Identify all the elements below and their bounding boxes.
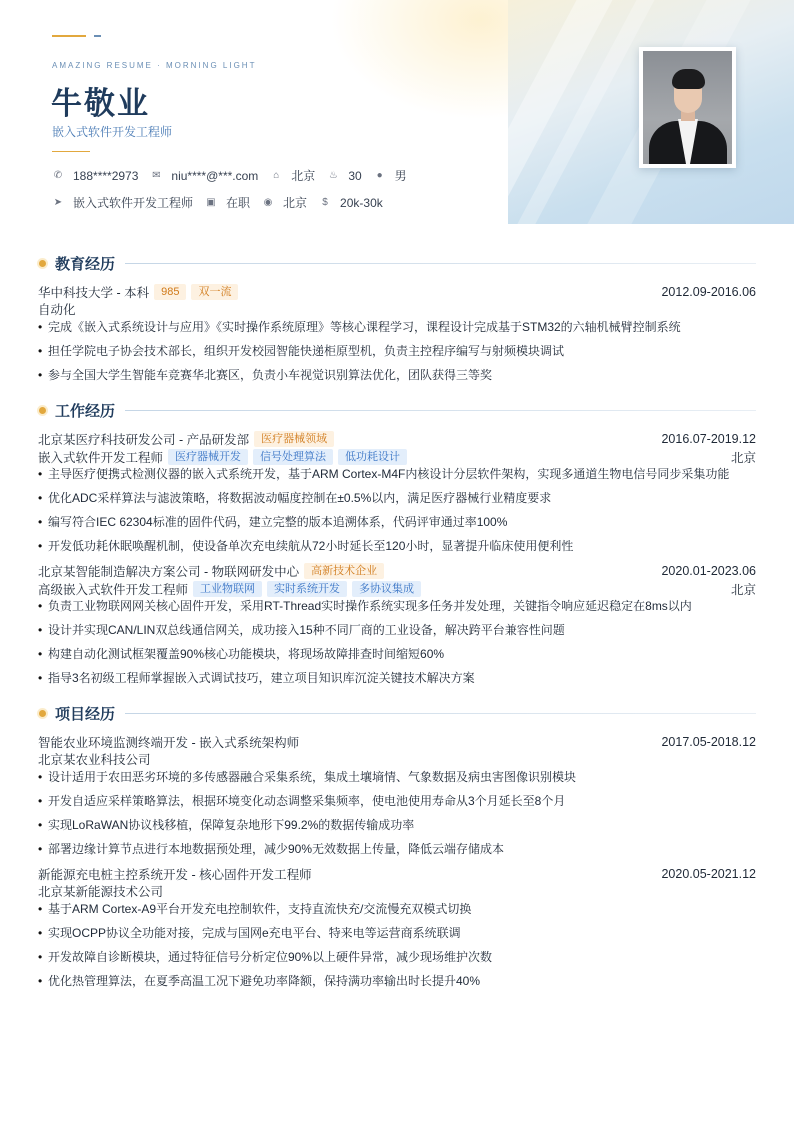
bullet-item: • 参与全国大学生智能车竞赛华北赛区，负责小车视觉识别算法优化，团队获得三等奖 bbox=[38, 367, 756, 384]
home-icon: ⌂ bbox=[273, 170, 280, 181]
cake-icon: ♨ bbox=[328, 170, 338, 181]
section-divider bbox=[125, 713, 756, 714]
project-entry-header bbox=[38, 733, 756, 751]
project-name: 智能农业环境监测终端开发 - 嵌入式系统架构师 bbox=[38, 736, 300, 750]
entry-date: 2020.05-2021.12 bbox=[661, 867, 756, 881]
info-item bbox=[319, 196, 383, 210]
contact-info-row bbox=[52, 167, 419, 184]
salary-icon: $ bbox=[322, 197, 328, 208]
education-entry-header bbox=[38, 283, 756, 301]
info-item bbox=[150, 169, 258, 183]
bullet-item: • 实现OCPP协议全功能对接，完成与国网e充电平台、特来电等运营商系统联调 bbox=[38, 925, 756, 942]
work-entry-header bbox=[38, 562, 756, 580]
bullet-item: • 主导医疗便携式检测仪器的嵌入式系统开发，基于ARM Cortex-M4F内核设计分层软件架构，实现多通道生物电信号同步采集功能 bbox=[38, 466, 756, 483]
section-header bbox=[38, 251, 756, 275]
send-icon: ➤ bbox=[53, 197, 63, 208]
bullet-list bbox=[38, 598, 756, 687]
company-name: 北京某智能制造解决方案公司 - 物联网研发中心 bbox=[38, 565, 300, 579]
entry-date: 2012.09-2016.06 bbox=[661, 285, 756, 299]
entry-left bbox=[38, 448, 407, 466]
info-text: 北京 bbox=[283, 196, 308, 210]
info-item bbox=[262, 194, 307, 211]
section-header bbox=[38, 701, 756, 725]
entry-left bbox=[38, 580, 421, 598]
decoration-line bbox=[52, 35, 86, 37]
bullet-item: • 开发低功耗休眠唤醒机制，使设备单次充电续航从72小时延长至120小时，显著提升临床使用便利性 bbox=[38, 538, 756, 555]
skill-tag: 工业物联网 bbox=[193, 581, 262, 597]
entry-left bbox=[38, 283, 238, 301]
info-item bbox=[374, 167, 407, 184]
entry-left bbox=[38, 430, 334, 448]
info-text: niu****@***.com bbox=[171, 168, 259, 183]
info-item bbox=[52, 194, 193, 211]
bullet-item: • 实现LoRaWAN协议栈移植，保障复杂地形下99.2%的数据传输成功率 bbox=[38, 817, 756, 834]
bullet-item: • 设计并实现CAN/LIN双总线通信网关，成功接入15种不同厂商的工业设备，解决跨平台兼容性问题 bbox=[38, 622, 756, 639]
work-section bbox=[38, 398, 756, 687]
bullet-list bbox=[38, 466, 756, 555]
gender-icon: ● bbox=[376, 170, 383, 181]
info-text: 男 bbox=[394, 169, 407, 183]
bullet-item: • 完成《嵌入式系统设计与应用》《实时操作系统原理》等核心课程学习，课程设计完成基于STM32的六轴机械臂控制系统 bbox=[38, 319, 756, 336]
role-row bbox=[38, 580, 756, 598]
section-title: 教育经历 bbox=[55, 255, 116, 273]
accent-divider bbox=[52, 151, 90, 152]
entry-left bbox=[38, 562, 384, 580]
mail-icon: ✉ bbox=[152, 170, 161, 181]
skill-tag: 多协议集成 bbox=[352, 581, 421, 597]
projects-section bbox=[38, 701, 756, 990]
bullet-item: • 基于ARM Cortex-A9平台开发充电控制软件，支持直流快充/交流慢充双模式切换 bbox=[38, 901, 756, 918]
resume-body bbox=[38, 251, 756, 1004]
info-item bbox=[327, 169, 361, 183]
school-tag: 985 bbox=[154, 284, 186, 300]
info-item bbox=[52, 169, 138, 183]
bullet-item: • 优化ADC采样算法与滤波策略，将数据波动幅度控制在±0.5%以内，满足医疗器械行业精度要求 bbox=[38, 490, 756, 507]
project-entry-header bbox=[38, 865, 756, 883]
info-text: 北京 bbox=[291, 169, 316, 183]
info-text: 30 bbox=[348, 168, 362, 183]
skill-tag: 医疗器械开发 bbox=[168, 449, 248, 465]
bullet-list bbox=[38, 319, 756, 384]
education-section bbox=[38, 251, 756, 384]
location-icon: ◉ bbox=[263, 197, 273, 208]
candidate-title: 嵌入式软件开发工程师 bbox=[52, 125, 173, 139]
work-city: 北京 bbox=[730, 583, 756, 597]
bullet-list bbox=[38, 901, 756, 990]
info-item bbox=[205, 194, 250, 211]
work-entry-header bbox=[38, 430, 756, 448]
bullet-item: • 指导3名初级工程师掌握嵌入式调试技巧，建立项目知识库沉淀关键技术解决方案 bbox=[38, 670, 756, 687]
school-tag: 双一流 bbox=[191, 284, 238, 300]
bullet-item: • 编写符合IEC 62304标准的固件代码，建立完整的版本追溯体系，代码评审通过率100% bbox=[38, 514, 756, 531]
section-title: 项目经历 bbox=[55, 705, 116, 723]
info-text: 20k-30k bbox=[340, 195, 383, 210]
bullet-item: • 负责工业物联网网关核心固件开发，采用RT-Thread实时操作系统实现多任务并发处理，关键指令响应延迟稳定在8ms以内 bbox=[38, 598, 756, 615]
bullet-item: • 开发自适应采样策略算法，根据环境变化动态调整采集频率，使电池使用寿命从3个月延长至8个月 bbox=[38, 793, 756, 810]
status-icon: ▣ bbox=[206, 197, 216, 208]
portrait-image bbox=[643, 51, 732, 164]
section-divider bbox=[125, 410, 756, 411]
bullet-list bbox=[38, 769, 756, 858]
role-name: 高级嵌入式软件开发工程师 bbox=[38, 583, 189, 597]
work-city: 北京 bbox=[730, 451, 756, 465]
bullet-item: • 部署边缘计算节点进行本地数据预处理，减少90%无效数据上传量，降低云端存储成本 bbox=[38, 841, 756, 858]
section-dot bbox=[39, 260, 46, 267]
company-name: 北京某医疗科技研发公司 - 产品研发部 bbox=[38, 433, 250, 447]
company-tag: 医疗器械领域 bbox=[254, 431, 334, 447]
section-header bbox=[38, 398, 756, 422]
candidate-name: 牛敬业 bbox=[51, 86, 150, 121]
skill-tag: 低功耗设计 bbox=[338, 449, 407, 465]
info-text: 在职 bbox=[226, 196, 251, 210]
section-dot bbox=[39, 710, 46, 717]
role-row bbox=[38, 448, 756, 466]
company-tag: 高新技术企业 bbox=[304, 563, 384, 579]
project-org: 北京某新能源技术公司 bbox=[38, 885, 164, 899]
bullet-item: • 构建自动化测试框架覆盖90%核心功能模块，将现场故障排查时间缩短60% bbox=[38, 646, 756, 663]
entry-date: 2017.05-2018.12 bbox=[661, 735, 756, 749]
info-item bbox=[270, 167, 315, 184]
resume-header bbox=[0, 0, 794, 224]
project-name: 新能源充电桩主控系统开发 - 核心固件开发工程师 bbox=[38, 868, 312, 882]
major-name: 自动化 bbox=[38, 303, 76, 317]
job-intent-row bbox=[52, 194, 395, 211]
section-title: 工作经历 bbox=[55, 402, 116, 420]
entry-date: 2020.01-2023.06 bbox=[661, 564, 756, 578]
bullet-item: • 开发故障自诊断模块，通过特征信号分析定位90%以上硬件异常，减少现场维护次数 bbox=[38, 949, 756, 966]
bullet-item: • 设计适用于农田恶劣环境的多传感器融合采集系统，集成土壤墒情、气象数据及病虫害图像识别模块 bbox=[38, 769, 756, 786]
info-text: 188****2973 bbox=[73, 168, 139, 183]
section-divider bbox=[125, 263, 756, 264]
project-org: 北京某农业科技公司 bbox=[38, 753, 151, 767]
phone-icon: ✆ bbox=[53, 170, 63, 181]
bullet-item: • 担任学院电子协会技术部长，组织开发校园智能快递柜原型机，负责主控程序编写与射频模块调试 bbox=[38, 343, 756, 360]
section-dot bbox=[39, 407, 46, 414]
profile-photo bbox=[639, 47, 736, 168]
entry-date: 2016.07-2019.12 bbox=[661, 432, 756, 446]
portrait-hair bbox=[672, 69, 705, 89]
role-name: 嵌入式软件开发工程师 bbox=[38, 451, 164, 465]
info-text: 嵌入式软件开发工程师 bbox=[73, 196, 194, 210]
school-name: 华中科技大学 - 本科 bbox=[38, 286, 150, 300]
skill-tag: 信号处理算法 bbox=[253, 449, 333, 465]
skill-tag: 实时系统开发 bbox=[267, 581, 347, 597]
decoration-line bbox=[94, 35, 101, 37]
bullet-item: • 优化热管理算法，在夏季高温工况下避免功率降额，保持满功率输出时长提升40% bbox=[38, 973, 756, 990]
resume-tagline: AMAZING RESUME · MORNING LIGHT bbox=[52, 61, 257, 70]
